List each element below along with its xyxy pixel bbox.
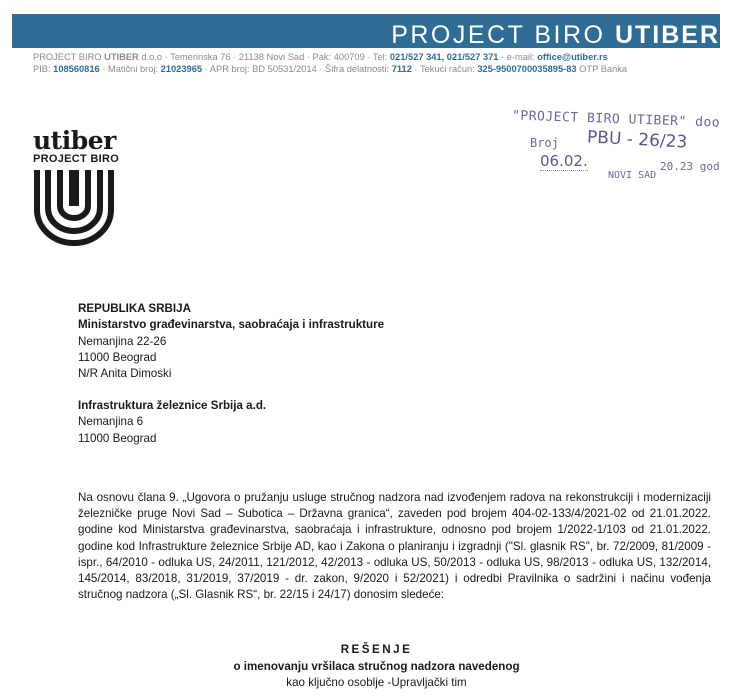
brand-thin: PROJECT BIRO [391,21,606,49]
racun-value: 325-9500700035895-83 [477,64,577,74]
bank-name: OTP Banka [576,64,628,74]
apr-text: · APR broj: BD 50531/2014 · Šifra delatnosti: [202,64,392,74]
recipient-railway [78,398,266,447]
recipient-ministry-attention: N/R Anita Dimoski [78,367,172,381]
logo-subtitle: PROJECT BIRO [33,153,120,165]
contact-line-1 [33,52,608,62]
recipient-ministry [78,301,384,382]
recipient-ministry-line2: Ministarstvo građevinarstva, saobraćaja i infrastrukture [78,318,385,332]
recipient-railway-name: Infrastruktura železnice Srbija a.d. [78,399,267,412]
mb-label: · Matični broj: [99,64,161,74]
stamp-city: NOVI SAD [608,170,657,181]
company-prefix: PROJECT BIRO [33,52,105,62]
company-logo [33,128,128,251]
stamp-company: "PROJECT BIRO UTIBER" doo [511,108,721,131]
company-address: d.o.o · Temerinska 76 · 21138 Novi Sad · Pak: 400709 · Tel: [138,52,390,62]
contact-line-2 [33,64,627,74]
recipient-ministry-city: 11000 Beograd [78,350,157,364]
recipient-ministry-street: Nemanjina 22-26 [78,334,167,348]
letterhead-brand [391,20,720,50]
decision-subtitle-2: kao ključno osoblje -Upravljački tim [286,676,467,689]
recipient-ministry-line1: REPUBLIKA SRBIJA [78,302,191,315]
logo-word: utiber [33,126,116,155]
racun-label: · Tekući račun: [411,64,478,74]
mb-value: 21023965 [160,64,203,74]
stamp-broj-label: Broj [530,136,559,150]
email-label: · e-mail: [498,52,538,62]
stamp-year: 20.23 god [660,160,720,173]
stamp-broj-value: PBU - 26/23 [586,127,688,153]
sifra-value: 7112 [391,64,412,74]
legal-basis-paragraph: Na osnovu člana 9. „Ugovora o pružanju usluge stručnog nadzora nad izvođenjem radova na rekonstrukciji i modernizaciji železničke pruge Novi Sad – Subotica – Državna granica“, zaveden pod brojem 404-02-133/4/2021-02 od 21.01.2022. godine kod Ministarstva građevinarstva, saobraćaja i infrastrukture, odnosno pod brojem 1/2022-1/103 od 21.01.2022. godine kod Infrastrukture železnice Srbije AD, kao i Zakona o planiranju i izgradnji ("Sl. glasnik RS", br. 72/2009, 81/2009 - ispr., 64/2010 - odluka US, 24/2011, 121/2012, 42/2013 - odluka US, 50/2013 - odluka US, 98/2013 - odluka US, 132/2014, 145/2014, 83/2018, 31/2019, 37/2019 - dr. zakon, 9/2020 i 52/2021) i odredbi Pravilnika o sadržini i načinu vođenja stručnog nadzora („Sl. Glasnik RS“, br. 22/15 i 24/17) donosim sledeće: [78,491,711,602]
recipient-railway-street: Nemanjina 6 [78,415,144,429]
registry-stamp [511,108,721,192]
decision-title: REŠENJE [340,643,413,656]
pib-label: PIB: [33,64,54,74]
decision-subtitle: o imenovanju vršilaca stručnog nadzora navedenog [233,660,520,673]
phones: 021/527 341, 021/527 371 [389,52,499,62]
company-bold: UTIBER [104,52,139,62]
recipient-railway-city: 11000 Beograd [78,431,157,445]
pib-value: 108560816 [53,64,100,74]
logo-mark-icon [33,170,115,246]
email: office@utiber.rs [537,52,608,62]
brand-bold: UTIBER [614,21,720,49]
stamp-date: 06.02. [540,152,588,170]
